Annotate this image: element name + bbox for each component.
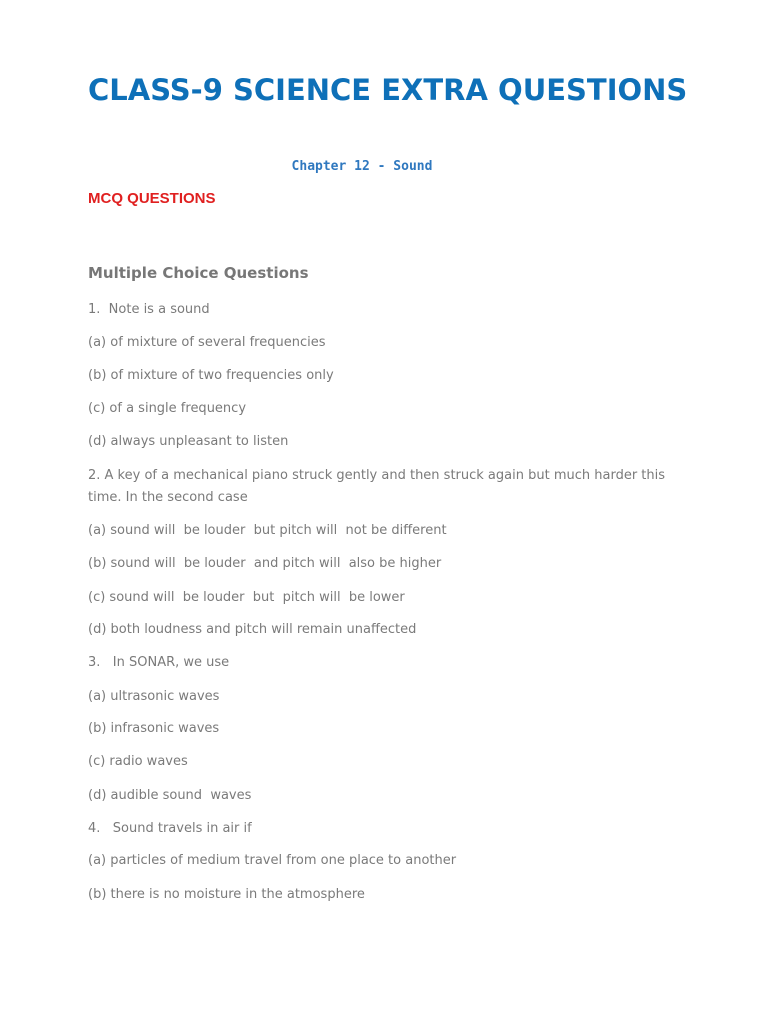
question-4-option-a: (a) particles of medium travel from one place to another: [88, 853, 457, 868]
question-1-option-b: (b) of mixture of two frequencies only: [88, 368, 334, 383]
section-heading: MCQ QUESTIONS: [88, 190, 216, 207]
question-4-option-b: (b) there is no moisture in the atmosphere: [88, 887, 365, 902]
question-4: 4. Sound travels in air if: [88, 821, 252, 836]
question-3-option-b: (b) infrasonic waves: [88, 721, 220, 736]
question-1-option-d: (d) always unpleasant to listen: [88, 434, 289, 449]
question-3-option-a: (a) ultrasonic waves: [88, 689, 220, 704]
subheading: Multiple Choice Questions: [88, 264, 309, 282]
question-3: 3. In SONAR, we use: [88, 655, 230, 670]
question-1: 1. Note is a sound: [88, 302, 210, 317]
question-2-line-1: 2. A key of a mechanical piano struck gently and then struck again but much harder this: [88, 468, 666, 483]
page-title: CLASS-9 SCIENCE EXTRA QUESTIONS: [88, 73, 688, 107]
question-1-option-a: (a) of mixture of several frequencies: [88, 335, 326, 350]
question-3-option-c: (c) radio waves: [88, 754, 188, 769]
question-3-option-d: (d) audible sound waves: [88, 788, 252, 803]
chapter-heading: Chapter 12 - Sound: [291, 159, 433, 174]
question-2-option-c: (c) sound will be louder but pitch will be lower: [88, 590, 405, 605]
question-2-line-2: time. In the second case: [88, 490, 248, 505]
question-2-option-b: (b) sound will be louder and pitch will also be higher: [88, 556, 442, 571]
question-2-option-d: (d) both loudness and pitch will remain unaffected: [88, 622, 417, 637]
question-1-option-c: (c) of a single frequency: [88, 401, 247, 416]
question-2-option-a: (a) sound will be louder but pitch will not be different: [88, 523, 447, 538]
